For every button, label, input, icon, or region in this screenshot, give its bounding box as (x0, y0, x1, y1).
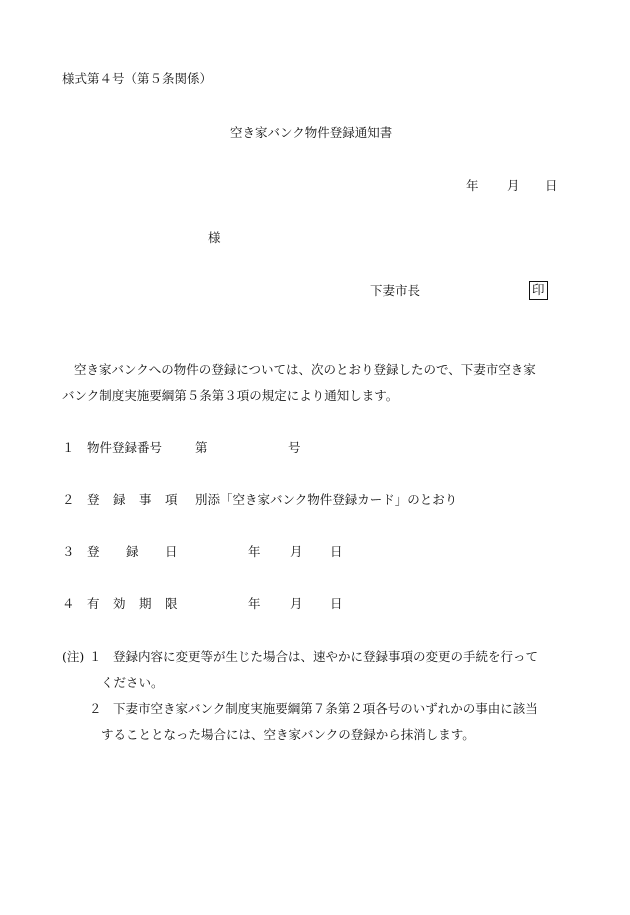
form-number: 様式第４号（第５条関係） (62, 71, 213, 86)
item-4-month: 月 (290, 596, 303, 611)
issuer-name: 下妻市長 (370, 283, 421, 298)
item-3-number: ３ (62, 544, 75, 559)
note-2-line-1: 下妻市空き家バンク制度実施要綱第７条第２項各号のいずれかの事由に該当 (113, 701, 538, 716)
date-month: 月 (507, 178, 520, 193)
item-3-year: 年 (248, 544, 261, 559)
notes-header: (注) (62, 649, 85, 664)
addressee-suffix: 様 (208, 230, 221, 245)
seal-label: 印 (529, 281, 548, 300)
item-4-label-char: 有 (87, 596, 100, 611)
item-2-label-char: 登 (87, 492, 100, 507)
item-3-label-char: 日 (165, 544, 178, 559)
item-1-label: 物件登録番号 (87, 440, 163, 455)
date-day: 日 (545, 178, 558, 193)
item-3-day: 日 (330, 544, 343, 559)
note-1-number: １ (89, 649, 102, 664)
item-1-number: １ (62, 440, 75, 455)
item-2-label-char: 事 (139, 492, 152, 507)
item-4-label-char: 限 (165, 596, 178, 611)
note-2-line-2: することとなった場合には、空き家バンクの登録から抹消します。 (101, 727, 475, 742)
item-2-value: 別添「空き家バンク物件登録カード」のとおり (195, 492, 458, 507)
document-title: 空き家バンク物件登録通知書 (230, 125, 393, 140)
item-4-number: ４ (62, 596, 75, 611)
item-1-value-suffix: 号 (288, 440, 301, 455)
item-3-label-char: 登 (87, 544, 100, 559)
item-4-label-char: 効 (113, 596, 126, 611)
item-4-label-char: 期 (139, 596, 152, 611)
body-line-2: バンク制度実施要綱第５条第３項の規定により通知します。 (62, 388, 399, 403)
item-2-number: ２ (62, 492, 75, 507)
item-2-label-char: 録 (113, 492, 126, 507)
item-3-label-char: 録 (126, 544, 139, 559)
note-2-number: ２ (89, 701, 102, 716)
item-3-month: 月 (290, 544, 303, 559)
item-4-year: 年 (248, 596, 261, 611)
item-4-day: 日 (330, 596, 343, 611)
date-year: 年 (466, 178, 479, 193)
note-1-line-2: ください。 (101, 675, 164, 690)
seal-mark (529, 281, 548, 300)
item-1-value-prefix: 第 (195, 440, 208, 455)
item-2-label-char: 項 (165, 492, 178, 507)
note-1-line-1: 登録内容に変更等が生じた場合は、速やかに登録事項の変更の手続を行って (113, 649, 539, 664)
body-line-1: 空き家バンクへの物件の登録については、次のとおり登録したので、下妻市空き家 (74, 362, 536, 377)
